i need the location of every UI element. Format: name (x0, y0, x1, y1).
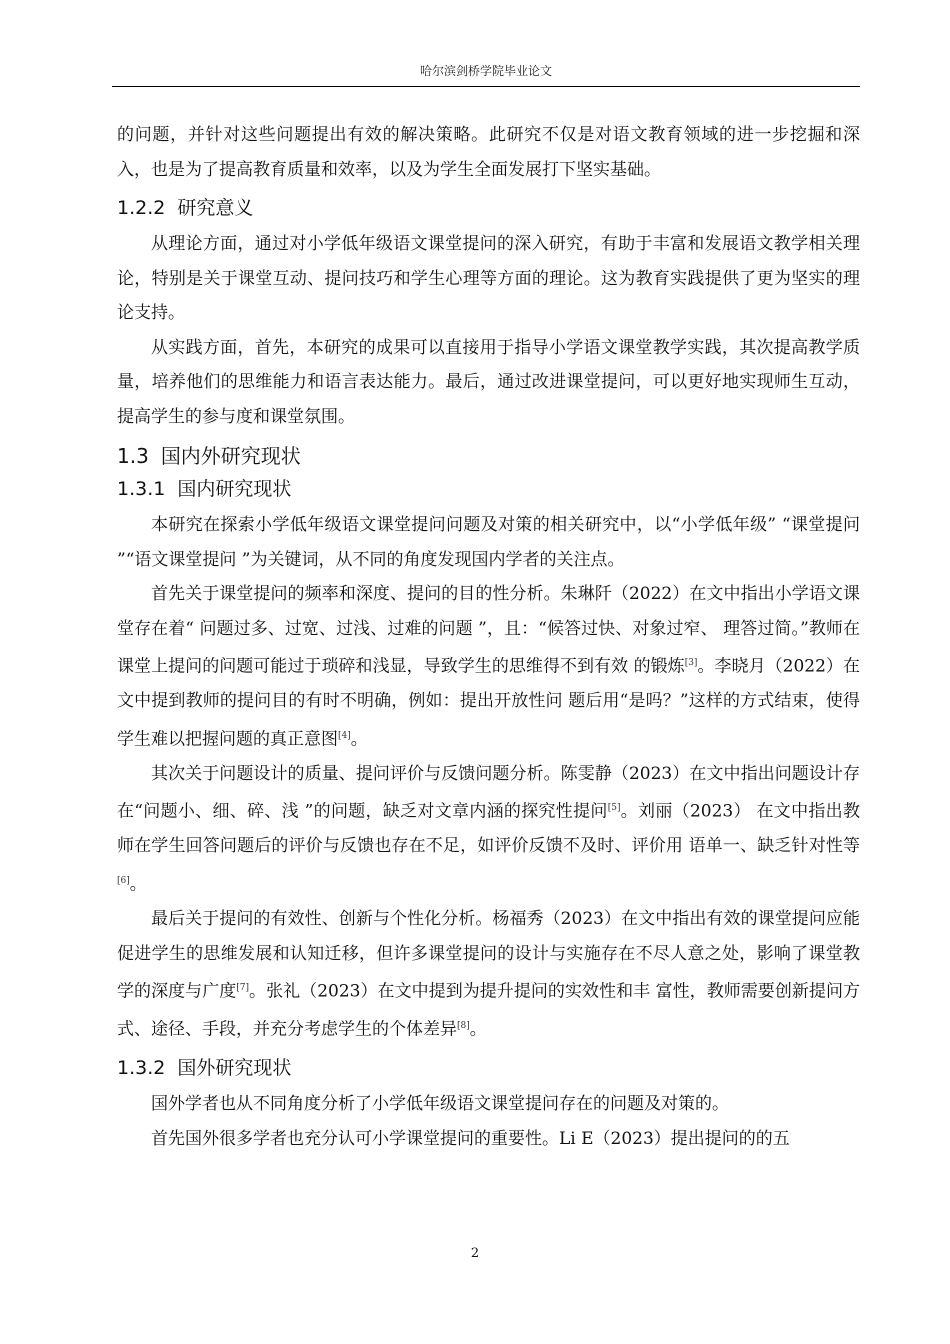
page-body (117, 118, 860, 1156)
paragraph-text: 首先关于课堂提问的频率和深度、提问的目的性分析。朱琳阡（2022）在文中指出小学语文课堂存在着“ 问题过多、过宽、过浅、过难的问题 ”，且：“候答过快、对象过窄、 理答过简。”教师在课堂上提问的问题可能过于琐碎和浅显，导致学生的思维得不到有效 的锻炼 (117, 584, 860, 677)
paragraph-text: 。刘丽（2023） 在文中指出教师在学生回答问题后的评价与反馈也存在不足，如评价反馈不及时、评价用 语单一、缺乏针对性等 (117, 801, 860, 857)
page-header: 哈尔滨剑桥学院毕业论文 (419, 64, 552, 78)
section-heading-1-3-2 (117, 1057, 860, 1079)
paragraph-text: 最后关于提问的有效性、创新与个性化分析。杨福秀（2023）在文中指出有效的课堂提问应能促进学生的思维发展和认知迁移，但许多课堂提问的设计与实施存在不尽人意之处，影响了课堂教学的深度与广度 (117, 909, 860, 1002)
section-number: 1.3.2 (117, 1057, 166, 1080)
paragraph (117, 902, 860, 1047)
citation-ref[interactable]: [6] (117, 875, 130, 886)
citation-ref[interactable]: [7] (236, 983, 250, 994)
section-number: 1.3 (117, 444, 149, 468)
section-heading-1-3-1 (117, 478, 860, 500)
section-heading-1-2-2 (117, 197, 860, 219)
paragraph: 从理论方面，通过对小学低年级语文课堂提问的深入研究，有助于丰富和发展语文教学相关理论，特别是关于课堂互动、提问技巧和学生心理等方面的理论。这为教育实践提供了更为坚实的理论支持。 (117, 234, 860, 323)
section-number: 1.3.1 (117, 478, 166, 500)
section-title: 研究意义 (177, 197, 254, 219)
paragraph: 国外学者也从不同角度分析了小学低年级语文课堂提问存在的问题及对策的。 (151, 1094, 729, 1115)
paragraph-text: 。 (469, 1019, 487, 1040)
paragraph: 从实践方面，首先，本研究的成果可以直接用于指导小学语文课堂教学实践，其次提高教学质量，培养他们的思维能力和语言表达能力。最后，通过改进课堂提问，可以更好地实现师生互动，提高学生的参与度和课堂氛围。 (117, 337, 860, 427)
paragraph: 本研究在探索小学低年级语文课堂提问问题及对策的相关研究中，以“小学低年级” “课堂提问 ”“语文课堂提问 ”为关键词，从不同的角度发现国内学者的关注点。 (117, 515, 860, 570)
header-rule (112, 86, 860, 87)
citation-ref[interactable]: [4] (338, 730, 351, 741)
paragraph: 首先国外很多学者也充分认可小学课堂提问的重要性。Li E（2023）提出提问的的五 (151, 1128, 790, 1149)
paragraph-text: 。张礼（2023）在文中提到为提升提问的实效性和丰 富性，教师需要创新提问方式、途径、手段，并充分考虑学生的个体差异 (117, 981, 860, 1040)
paragraph: 的问题，并针对这些问题提出有效的解决策略。此研究不仅是对语文教育领域的进一步挖掘和深入，也是为了提高教育质量和效率，以及为学生全面发展打下坚实基础。 (117, 125, 860, 180)
citation-ref[interactable]: [5] (607, 803, 621, 814)
section-heading-1-3 (117, 444, 860, 468)
section-title: 国外研究现状 (177, 1057, 292, 1080)
section-title: 国内研究现状 (177, 478, 292, 500)
paragraph-text: 。李晓月（2022）在文中提到教师的提问目的有时不明确，例如：提出开放性问 题后用“是吗？”这样的方式结束，使得学生难以把握问题的真正意图 (117, 656, 861, 750)
paragraph (117, 577, 860, 757)
section-number: 1.2.2 (117, 197, 166, 219)
paragraph-text: 。 (350, 729, 368, 750)
citation-ref[interactable]: [3] (684, 658, 698, 668)
paragraph-text: 其次关于问题设计的质量、提问评价与反馈问题分析。陈雯静（2023）在文中指出问题设计存在“问题小、细、碎、浅 ”的问题，缺乏对文章内涵的探究性提问 (117, 763, 860, 822)
page-number: 2 (470, 1246, 480, 1261)
citation-ref[interactable]: [8] (457, 1021, 470, 1032)
paragraph (117, 757, 860, 902)
section-title: 国内外研究现状 (160, 444, 301, 468)
paragraph-text: 。 (129, 874, 147, 895)
